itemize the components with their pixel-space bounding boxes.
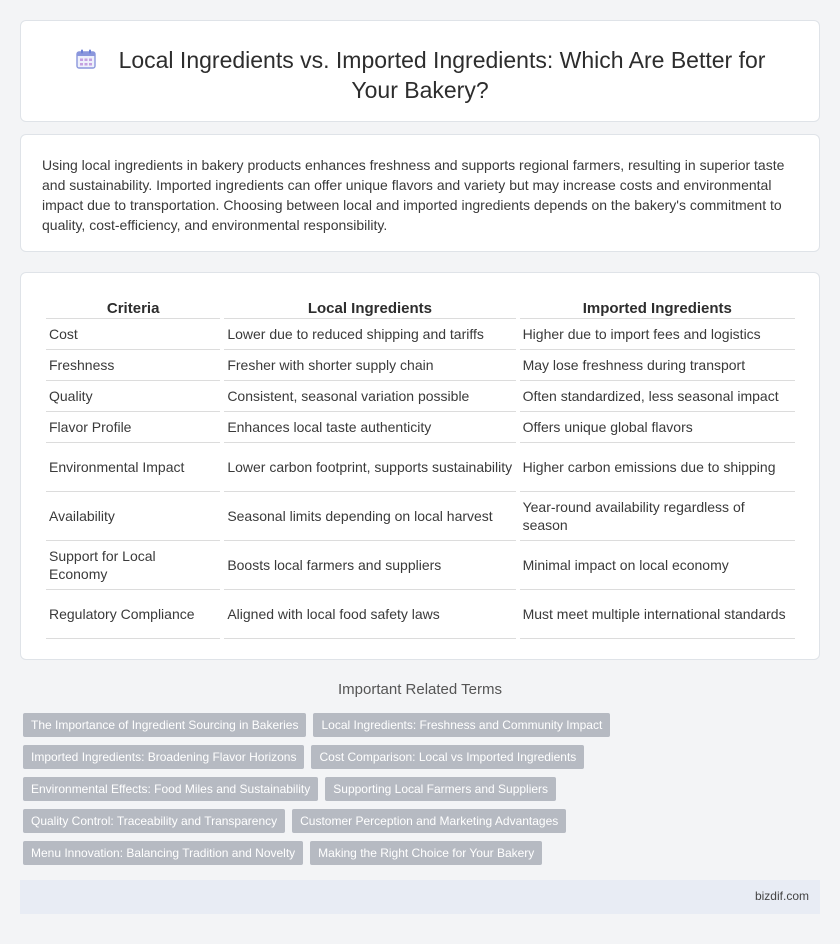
header-imported: Imported Ingredients: [520, 294, 795, 319]
footer-bar: [20, 880, 820, 914]
header-local: Local Ingredients: [224, 294, 515, 319]
cell-local: Lower due to reduced shipping and tariffs: [224, 319, 515, 350]
header-card: [20, 20, 820, 122]
cell-imported: Higher carbon emissions due to shipping: [520, 443, 795, 492]
table-row: [46, 350, 795, 381]
cell-criteria: Quality: [46, 381, 220, 412]
table-row: [46, 381, 795, 412]
related-terms-list: [23, 713, 803, 865]
cell-local: Boosts local farmers and suppliers: [224, 541, 515, 590]
cell-criteria: Availability: [46, 492, 220, 541]
cell-criteria: Environmental Impact: [46, 443, 220, 492]
page-title-wrap: [21, 45, 819, 105]
related-term-tag[interactable]: Supporting Local Farmers and Suppliers: [325, 777, 556, 801]
cell-imported: Often standardized, less seasonal impact: [520, 381, 795, 412]
related-term-tag[interactable]: Environmental Effects: Food Miles and Sustainability: [23, 777, 318, 801]
related-term-tag[interactable]: Customer Perception and Marketing Advantages: [292, 809, 566, 833]
cell-local: Consistent, seasonal variation possible: [224, 381, 515, 412]
cell-local: Seasonal limits depending on local harvest: [224, 492, 515, 541]
cell-local: Enhances local taste authenticity: [224, 412, 515, 443]
cell-imported: Minimal impact on local economy: [520, 541, 795, 590]
cell-imported: Offers unique global flavors: [520, 412, 795, 443]
cell-criteria: Flavor Profile: [46, 412, 220, 443]
related-term-tag[interactable]: Local Ingredients: Freshness and Community Impact: [313, 713, 610, 737]
table-row: [46, 319, 795, 350]
related-term-tag[interactable]: The Importance of Ingredient Sourcing in Bakeries: [23, 713, 306, 737]
related-term-tag[interactable]: Cost Comparison: Local vs Imported Ingredients: [311, 745, 584, 769]
intro-paragraph: Using local ingredients in bakery products enhances freshness and supports regional farmers, resulting in superior taste and sustainability. Imported ingredients can offer unique flavors and variety but may increase costs and environmental impact due to transportation. Choosing between local and imported ingredients depends on the bakery's commitment to quality, cost-efficiency, and environmental responsibility.: [42, 157, 785, 233]
table-row: [46, 590, 795, 639]
related-term-tag[interactable]: Imported Ingredients: Broadening Flavor Horizons: [23, 745, 304, 769]
cell-imported: Must meet multiple international standards: [520, 590, 795, 639]
table-header-row: [46, 294, 795, 319]
cell-criteria: Freshness: [46, 350, 220, 381]
comparison-table: [42, 294, 799, 639]
table-row: [46, 541, 795, 590]
cell-local: Aligned with local food safety laws: [224, 590, 515, 639]
page-title: Local Ingredients vs. Imported Ingredients: Which Are Better for Your Bakery?: [118, 47, 766, 103]
table-row: [46, 443, 795, 492]
cell-criteria: Support for Local Economy: [46, 541, 220, 590]
related-term-tag[interactable]: Making the Right Choice for Your Bakery: [310, 841, 542, 865]
cell-criteria: Regulatory Compliance: [46, 590, 220, 639]
cell-imported: Higher due to import fees and logistics: [520, 319, 795, 350]
cell-imported: Year-round availability regardless of season: [520, 492, 795, 541]
related-term-tag[interactable]: Quality Control: Traceability and Transparency: [23, 809, 285, 833]
footer-site-link[interactable]: bizdif.com: [754, 889, 809, 903]
table-row: [46, 492, 795, 541]
calendar-icon: [75, 48, 97, 70]
intro-card: [20, 134, 820, 252]
table-row: [46, 412, 795, 443]
cell-imported: May lose freshness during transport: [520, 350, 795, 381]
cell-local: Fresher with shorter supply chain: [224, 350, 515, 381]
related-term-tag[interactable]: Menu Innovation: Balancing Tradition and Novelty: [23, 841, 303, 865]
cell-local: Lower carbon footprint, supports sustainability: [224, 443, 515, 492]
header-criteria: Criteria: [46, 294, 220, 319]
comparison-table-card: [20, 272, 820, 660]
related-terms-heading: Important Related Terms: [338, 681, 502, 698]
cell-criteria: Cost: [46, 319, 220, 350]
